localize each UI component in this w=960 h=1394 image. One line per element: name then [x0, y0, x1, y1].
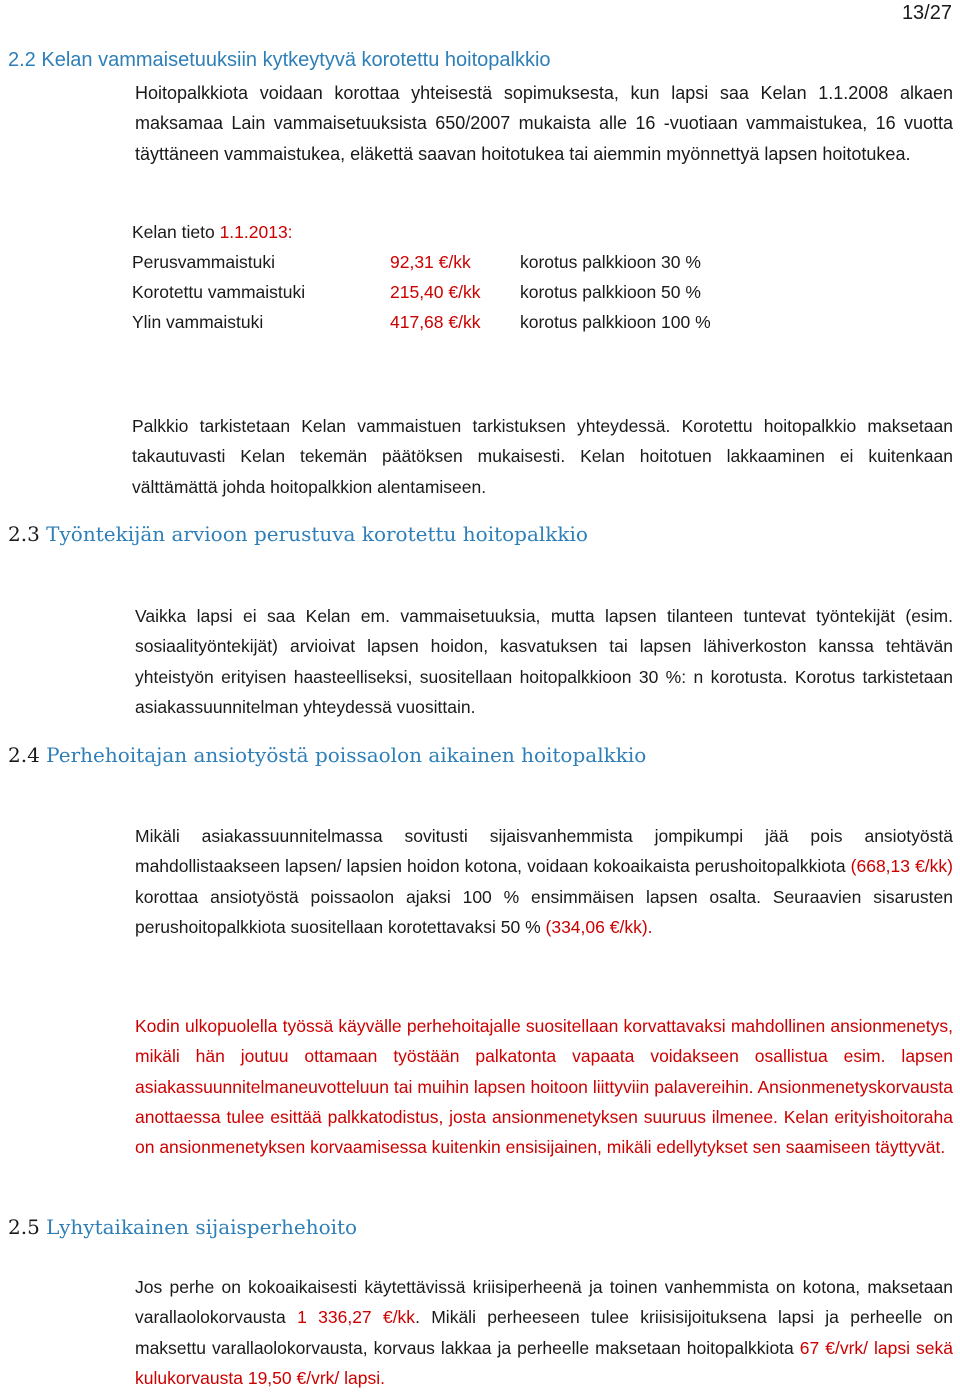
- section-heading-2-2: [8, 49, 551, 72]
- page-number: 13/27: [901, 2, 952, 24]
- section-heading-2-5: [8, 1215, 357, 1239]
- table-row: [132, 252, 832, 282]
- section-number: 2.2: [8, 49, 36, 71]
- table-cell-note: korotus palkkioon 50 %: [520, 282, 701, 302]
- text-run: Jos perhe on kokoaikaisesti käytettävissä kriisiperheenä ja toinen vanhemmista on kotona, maksetaan varallaolokorvausta: [135, 1277, 953, 1328]
- kela-info-label: [132, 222, 293, 243]
- kela-info-date: 1.1.2013:: [219, 222, 293, 242]
- kela-info-prefix: Kelan tieto: [132, 222, 220, 242]
- amount-highlight: (334,06 €/kk).: [545, 916, 653, 937]
- table-row: [132, 312, 832, 342]
- section-heading-2-4: [8, 743, 646, 767]
- table-cell-amount: 417,68 €/kk: [390, 312, 481, 332]
- section-title: Kelan vammaisetuuksiin kytkeytyvä korotettu hoitopalkkio: [41, 49, 551, 71]
- paragraph-s22-2: Palkkio tarkistetaan Kelan vammaistuen tarkistuksen yhteydessä. Korotettu hoitopalkkio maksetaan takautuvasti Kelan tekemän päätöksen mukaisesti. Kelan hoitotuen lakkaaminen ei kuitenkaan välttämättä johda hoitopalkkion alentamiseen.: [132, 416, 953, 497]
- section-number: 2.5: [8, 1215, 40, 1239]
- section-number: 2.3: [8, 522, 40, 546]
- paragraph-s25: [135, 1272, 953, 1393]
- table-row: [132, 282, 832, 312]
- section-title: Lyhytaikainen sijaisperhehoito: [46, 1215, 358, 1239]
- amount-highlight: (668,13 €/kk): [850, 856, 953, 877]
- text-run: korottaa ansiotyöstä poissaolon ajaksi 100 % ensimmäisen lapsen osalta. Seuraavien sisarusten perushoitopalkkiota suositellaan korotettavaksi 50 %: [135, 886, 953, 937]
- paragraph-s22-1: Hoitopalkkiota voidaan korottaa yhteisestä sopimuksesta, kun lapsi saa Kelan 1.1.2008 alkaen maksamaa Lain vammaisetuuksista 650/2007 mukaista alle 16 -vuotiaan vammaistukea, 16 vuotta täyttäneen vammaistukea, eläkettä saavan hoitotukea tai aiemmin myönnettyä lapsen hoitotukea.: [135, 83, 953, 164]
- section-title: Perhehoitajan ansiotyöstä poissaolon aikainen hoitopalkkio: [46, 743, 647, 767]
- text-run: Mikäli asiakassuunnitelmassa sovitusti sijaisvanhemmista jompikumpi jää pois ansiotyöstä mahdollistaakseen lapsen/ lapsien hoidon kotona, voidaan kokoaikaista perushoitopalkkiota: [135, 826, 953, 877]
- section-number: 2.4: [8, 743, 40, 767]
- section-title: Työntekijän arvioon perustuva korotettu hoitopalkkio: [46, 522, 588, 546]
- paragraph-s24-1: [135, 821, 953, 942]
- table-cell-note: korotus palkkioon 30 %: [520, 252, 701, 272]
- table-cell-name: Perusvammaistuki: [132, 252, 275, 272]
- table-cell-note: korotus palkkioon 100 %: [520, 312, 711, 332]
- table-cell-amount: 92,31 €/kk: [390, 252, 471, 272]
- amount-highlight: 67 €/vrk/ lapsi sekä kulukorvausta 19,50 €/vrk/ lapsi.: [135, 1337, 953, 1388]
- text-run: . Mikäli perheeseen tulee kriisisijoituksena lapsi ja perheelle on maksettu varallaolokorvausta, korvaus lakkaa ja perheelle maksetaan hoitopalkkiota: [135, 1307, 953, 1358]
- table-cell-name: Korotettu vammaistuki: [132, 282, 306, 302]
- table-cell-amount: 215,40 €/kk: [390, 282, 481, 302]
- amount-highlight: 1 336,27 €/kk: [297, 1307, 416, 1328]
- table-cell-name: Ylin vammaistuki: [132, 312, 264, 332]
- paragraph-s23: Vaikka lapsi ei saa Kelan em. vammaisetuuksia, mutta lapsen tilanteen tuntevat työntekijät (esim. sosiaalityöntekijät) arvioivat lapsen hoidon, kasvatuksen tai lapsen lähiverkoston kanssa tehtävän yhteistyön erityisen haasteelliseksi, suositellaan hoitopalkkioon 30 %: n korotusta. Korotus tarkistetaan asiakassuunnitelman yhteydessä vuosittain.: [135, 606, 953, 717]
- paragraph-s24-2: Kodin ulkopuolella työssä käyvälle perhehoitajalle suositellaan korvattavaksi mahdollinen ansionmenetys, mikäli hän joutuu ottamaan työstään palkatonta vapaata voidakseen osallistua esim. lapsen asiakassuunnitelmaneuvotteluun tai muihin lapsen hoitoon liittyviin palavereihin. Ansionmenetyskorvausta anottaessa tulee esittää palkkatodistus, josta ansionmenetyksen suuruus ilmenee. Kelan erityishoitoraha on ansionmenetyksen korvaamisessa kuitenkin ensisijainen, mikäli edellytykset sen saamiseen täyttyvät.: [135, 1016, 953, 1158]
- section-heading-2-3: [8, 522, 588, 546]
